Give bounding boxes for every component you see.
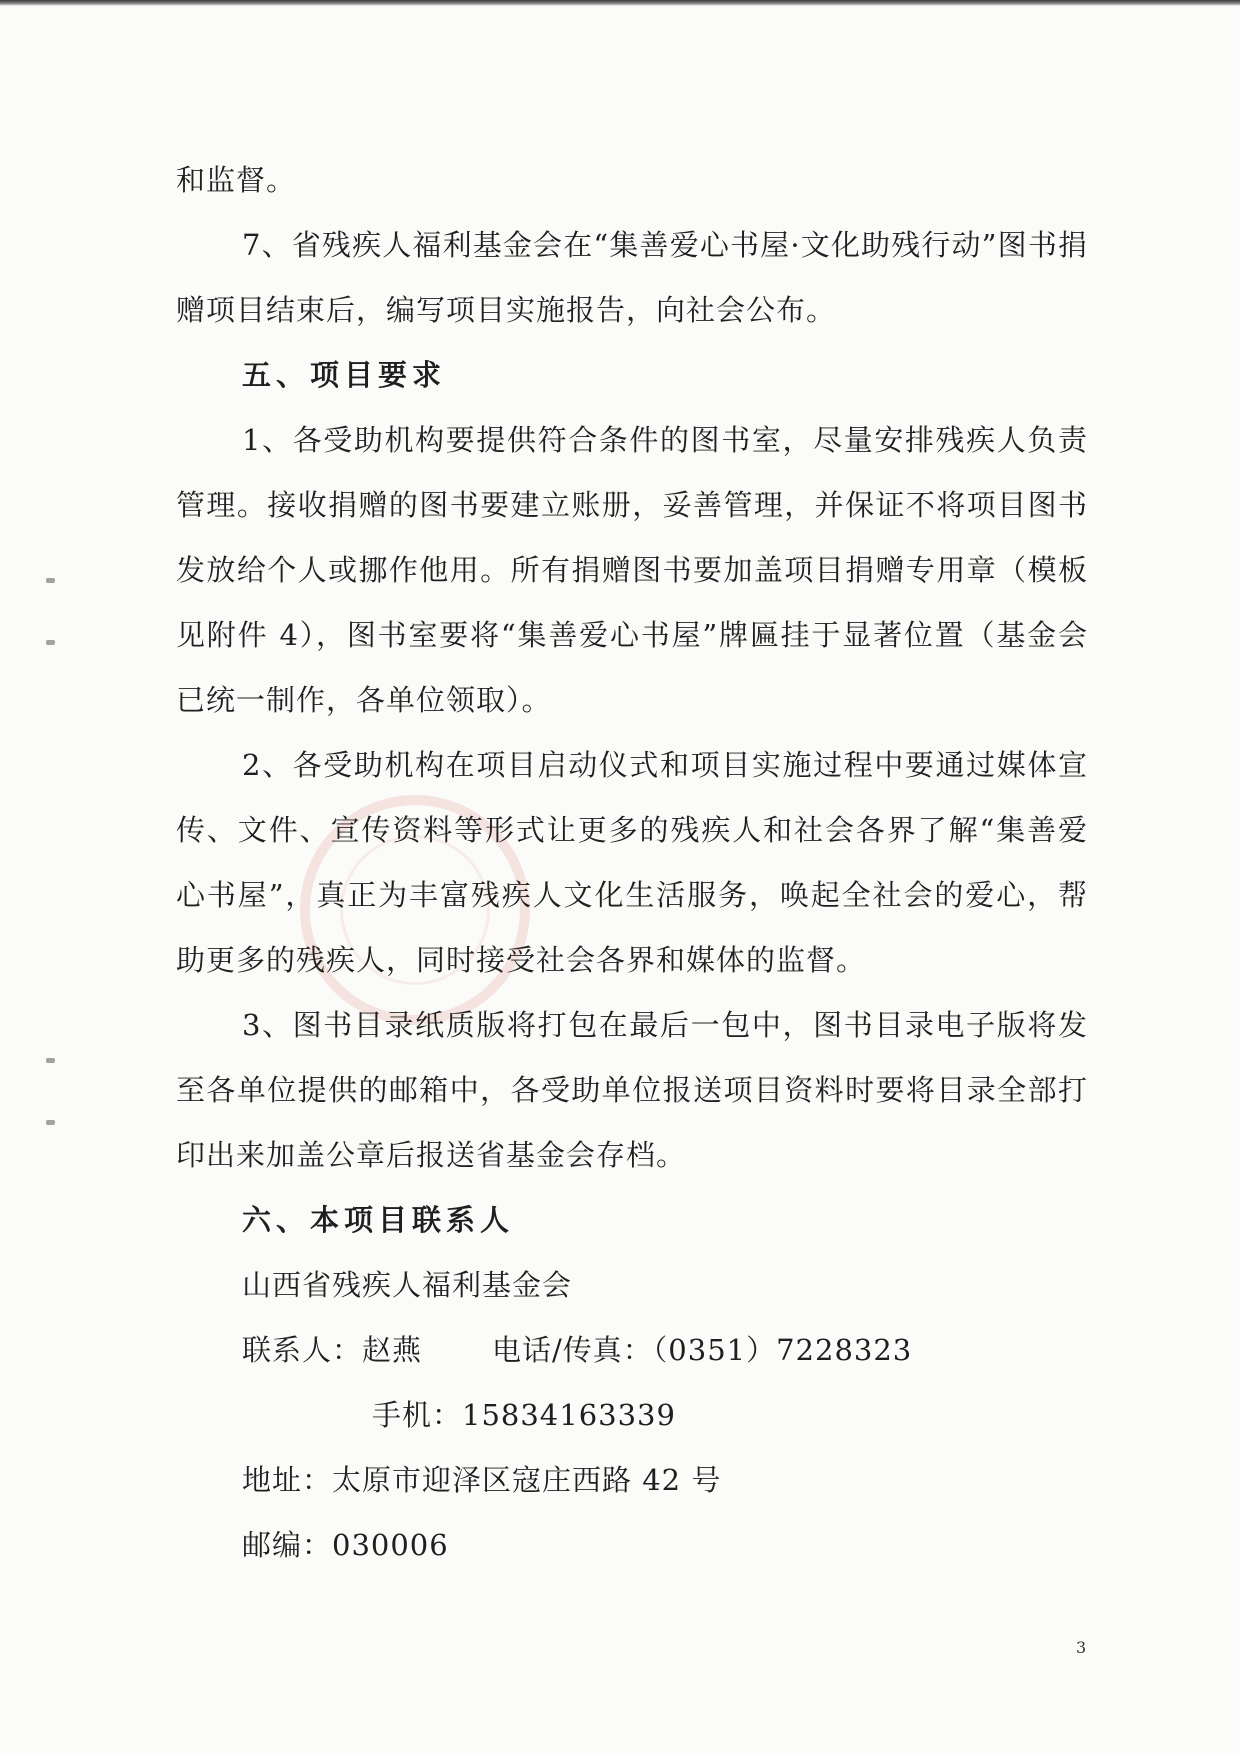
section-heading-5: 五、项目要求: [242, 358, 447, 392]
contact-person-line: [176, 1318, 1088, 1383]
binding-hole-mark: [46, 1120, 55, 1125]
contact-organization: 山西省残疾人福利基金会: [242, 1268, 573, 1302]
binding-hole-mark: [46, 1058, 55, 1063]
contact-person: 联系人：赵燕: [242, 1333, 423, 1367]
requirement-2: 2、各受助机构在项目启动仪式和项目实施过程中要通过媒体宣传、文件、宣传资料等形式让更多的残疾人和社会各界了解“集善爱心书屋”，真正为丰富残疾人文化生活服务，唤起全社会的爱心，帮助更多的残疾人，同时接受社会各界和媒体的监督。: [176, 748, 1088, 977]
section-heading-6: 六、本项目联系人: [242, 1203, 515, 1237]
document-body: [176, 148, 1088, 1578]
paragraph-item-7: 7、省残疾人福利基金会在“集善爱心书屋·文化助残行动”图书捐赠项目结束后，编写项目实施报告，向社会公布。: [176, 228, 1088, 327]
contact-phone: 电话/传真：（0351）7228323: [492, 1333, 913, 1367]
contact-mobile: 手机：15834163339: [372, 1398, 676, 1432]
binding-hole-mark: [46, 578, 55, 583]
page-number: 3: [1076, 1638, 1087, 1657]
scan-top-edge: [0, 0, 1240, 6]
binding-hole-mark: [46, 640, 55, 645]
contact-postcode: 邮编：030006: [242, 1528, 449, 1562]
requirement-1: 1、各受助机构要提供符合条件的图书室，尽量安排残疾人负责管理。接收捐赠的图书要建立账册，妥善管理，并保证不将项目图书发放给个人或挪作他用。所有捐赠图书要加盖项目捐赠专用章（模板见附件 4），图书室要将“集善爱心书屋”牌匾挂于显著位置（基金会已统一制作，各单位领取）。: [176, 423, 1088, 717]
requirement-3: 3、图书目录纸质版将打包在最后一包中，图书目录电子版将发至各单位提供的邮箱中，各受助单位报送项目资料时要将目录全部打印出来加盖公章后报送省基金会存档。: [176, 1008, 1088, 1172]
contact-address: 地址：太原市迎泽区寇庄西路 42 号: [242, 1463, 722, 1497]
paragraph-continuation: 和监督。: [176, 163, 297, 197]
